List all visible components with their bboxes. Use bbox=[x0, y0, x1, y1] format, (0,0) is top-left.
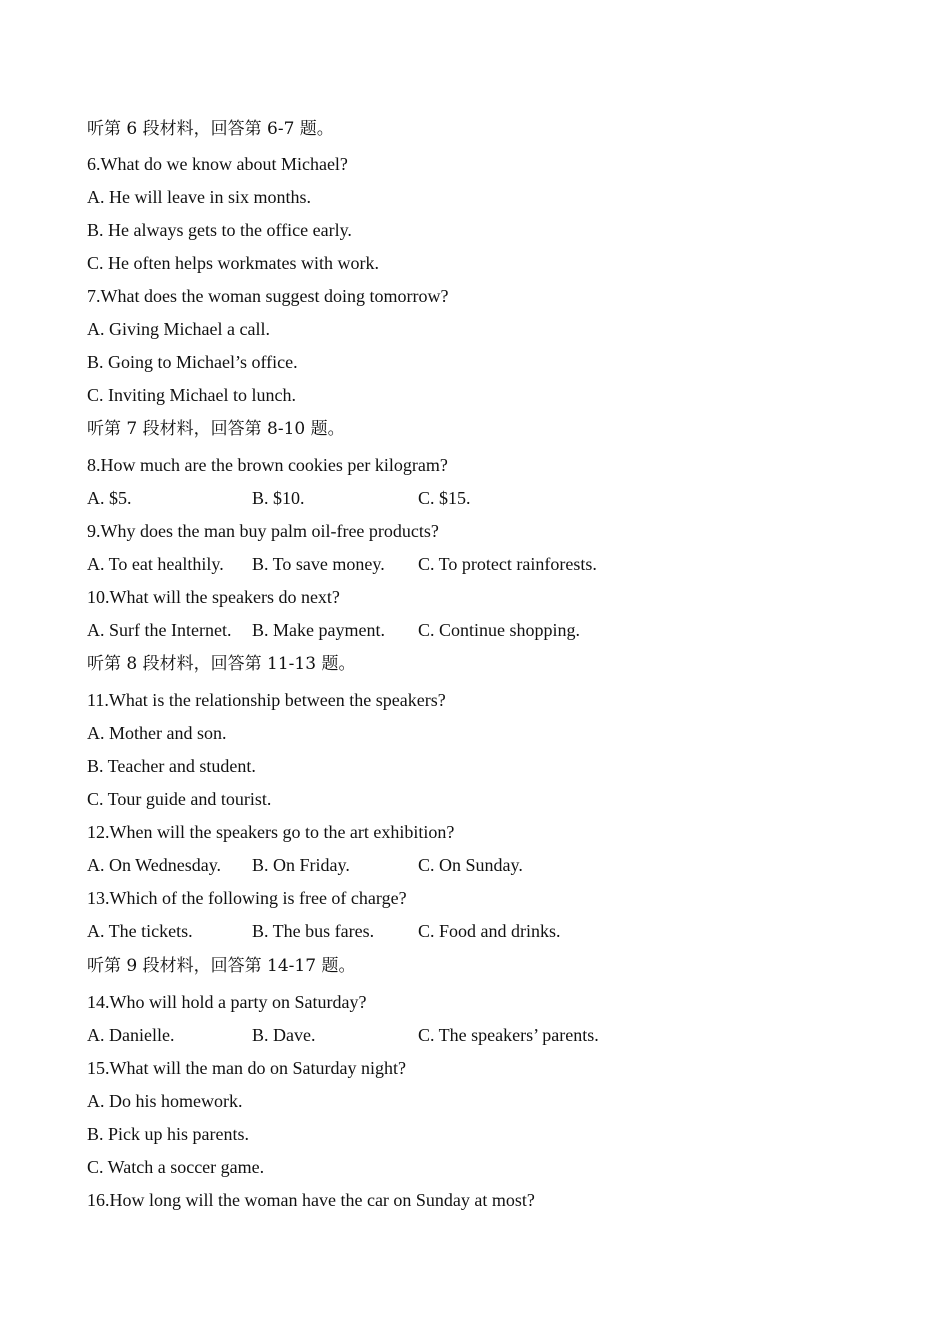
answer-option: A. Danielle. bbox=[87, 1025, 175, 1045]
answer-option: B. To save money. bbox=[252, 554, 385, 574]
answer-option: C. Tour guide and tourist. bbox=[87, 789, 272, 809]
question-stem: 6.What do we know about Michael? bbox=[87, 154, 348, 174]
answer-option: A. The tickets. bbox=[87, 921, 193, 941]
answer-option: A. To eat healthily. bbox=[87, 554, 224, 574]
answer-option: C. Inviting Michael to lunch. bbox=[87, 385, 296, 405]
answer-option: B. He always gets to the office early. bbox=[87, 220, 352, 240]
answer-option: B. Make payment. bbox=[252, 620, 385, 640]
question-stem: 16.How long will the woman have the car on Sunday at most? bbox=[87, 1190, 535, 1210]
answer-option: C. Food and drinks. bbox=[418, 921, 561, 941]
answer-option: A. Do his homework. bbox=[87, 1091, 243, 1111]
answer-option: A. He will leave in six months. bbox=[87, 187, 311, 207]
answer-option: B. Going to Michael’s office. bbox=[87, 352, 298, 372]
answer-option: A. Mother and son. bbox=[87, 723, 227, 743]
question-stem: 10.What will the speakers do next? bbox=[87, 587, 340, 607]
answer-option: B. Teacher and student. bbox=[87, 756, 256, 776]
answer-option: B. On Friday. bbox=[252, 855, 350, 875]
answer-option: C. The speakers’ parents. bbox=[418, 1025, 599, 1045]
question-stem: 13.Which of the following is free of charge? bbox=[87, 888, 407, 908]
question-stem: 15.What will the man do on Saturday night? bbox=[87, 1058, 406, 1078]
question-stem: 8.How much are the brown cookies per kilogram? bbox=[87, 455, 448, 475]
answer-option: A. On Wednesday. bbox=[87, 855, 222, 875]
question-stem: 9.Why does the man buy palm oil-free products? bbox=[87, 521, 439, 541]
answer-option: C. On Sunday. bbox=[418, 855, 523, 875]
section-heading: 听第 7 段材料，回答第 8-10 题。 bbox=[87, 419, 345, 439]
question-stem: 14.Who will hold a party on Saturday? bbox=[87, 992, 367, 1012]
answer-option: A. Surf the Internet. bbox=[87, 620, 232, 640]
section-heading: 听第 8 段材料，回答第 11-13 题。 bbox=[87, 654, 356, 674]
answer-option: C. Watch a soccer game. bbox=[87, 1157, 265, 1177]
answer-option: C. To protect rainforests. bbox=[418, 554, 597, 574]
question-stem: 7.What does the woman suggest doing tomorrow? bbox=[87, 286, 449, 306]
answer-option: A. Giving Michael a call. bbox=[87, 319, 270, 339]
answer-option: A. $5. bbox=[87, 488, 132, 508]
answer-option: B. $10. bbox=[252, 488, 305, 508]
question-stem: 12.When will the speakers go to the art exhibition? bbox=[87, 822, 455, 842]
section-heading: 听第 6 段材料，回答第 6-7 题。 bbox=[87, 119, 334, 139]
answer-option: B. The bus fares. bbox=[252, 921, 375, 941]
answer-option: C. Continue shopping. bbox=[418, 620, 581, 640]
question-stem: 11.What is the relationship between the speakers? bbox=[87, 690, 446, 710]
answer-option: C. He often helps workmates with work. bbox=[87, 253, 379, 273]
section-heading: 听第 9 段材料，回答第 14-17 题。 bbox=[87, 956, 356, 976]
answer-option: C. $15. bbox=[418, 488, 471, 508]
answer-option: B. Dave. bbox=[252, 1025, 316, 1045]
answer-option: B. Pick up his parents. bbox=[87, 1124, 249, 1144]
